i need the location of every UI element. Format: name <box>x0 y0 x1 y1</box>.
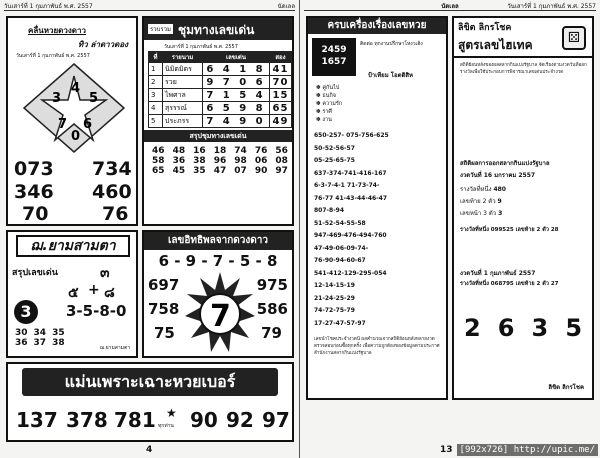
pair-cell: 35 <box>193 166 206 176</box>
yam-credit: ฌ.ยามสามตา <box>99 345 130 351</box>
pair-cell: 08 <box>275 156 288 166</box>
pair-cell: 34 <box>33 328 47 338</box>
tag-item: ✽ งาน <box>316 117 332 123</box>
star-num: 4 <box>71 81 81 96</box>
row-value: 9 <box>497 198 502 205</box>
cell: 65 <box>270 102 292 115</box>
phone-text: 74-72-75-79 <box>314 307 355 314</box>
pair-cell: 36 <box>172 156 186 166</box>
yam-combo: 3-5-8-0 <box>66 302 127 320</box>
kaidee-final <box>454 314 592 358</box>
col-name: รายนาม <box>163 52 203 63</box>
pair-cell: 38 <box>52 338 65 348</box>
phone-num-1: 378 <box>66 408 108 432</box>
kaidee-box <box>452 16 594 400</box>
cell: รวย <box>163 76 203 89</box>
phone-text: 650-257- <box>314 132 345 139</box>
star-icon: ★ <box>166 406 177 420</box>
pair-cell: 38 <box>193 156 206 166</box>
cell: 41 <box>270 63 292 76</box>
cell: 4 <box>149 102 163 115</box>
yam-c: ๘ <box>104 285 115 301</box>
result-row <box>460 208 590 220</box>
phone-text: 17-27-47-57-97 <box>314 319 366 327</box>
phone-text: 947-469-476-494-760 <box>314 232 387 239</box>
summary-date: วันเสาร์ที่ 1 กุมภาพันธ์ พ.ศ. 2557 <box>164 44 238 50</box>
table-row <box>149 102 292 115</box>
tag-label: ราศี <box>322 109 332 115</box>
set-title: ครบเครื่องเรื่องเลขหวย <box>308 18 446 34</box>
kaidee-result-2: รางวัลที่หนึ่ง 068795 เลขท้าย 2 ตัว 27 <box>460 281 559 287</box>
ancient-box <box>142 230 294 358</box>
star-right-0: 734 <box>92 158 132 180</box>
table-row <box>149 89 292 102</box>
star-right-2: 76 <box>102 203 129 225</box>
phone-num2-0: 90 <box>190 408 218 432</box>
pair-cell: 45 <box>172 166 186 176</box>
cell: นิมิตมิตร <box>163 63 203 76</box>
pair-cell: 90 <box>254 166 268 176</box>
cell: 15 <box>270 89 292 102</box>
phone-line <box>314 193 444 206</box>
phone-line <box>314 205 444 218</box>
star-num: 0 <box>71 129 81 144</box>
phone-text: 541-412-129-295-054 <box>314 269 387 277</box>
phone-text: 05-25-65-75 <box>314 157 355 164</box>
cell: 6 4 1 8 <box>203 63 270 76</box>
pair-cell: 30 <box>15 328 28 338</box>
set-body-text: เลขนำโชคประจำงวดนี้ ผลคำนวณจากสถิติย้อนหลังหลายงวด ตรวจสอบก่อนซื้อทุกครั้ง เพื่อความถูกต้องของข้อมูลตามประกาศสำนักงานสลากกินแบ่งรัฐบาล <box>314 337 440 357</box>
phone-line <box>314 268 444 281</box>
col-no: ที่ <box>149 52 163 63</box>
summary-title: ชุมทางเลขเด่น <box>178 23 255 37</box>
pair-cell: 76 <box>254 146 268 156</box>
result-row <box>460 184 590 196</box>
yam-box <box>6 230 138 358</box>
row-label: เลขหน้า 3 ตัว <box>460 210 497 217</box>
kaidee-line-2: งวดวันที่ 1 กุมภาพันธ์ 2557 <box>460 270 536 277</box>
right-page <box>300 0 600 458</box>
summary-brand: รวบรวม <box>150 26 171 33</box>
final-digit: 3 <box>531 314 549 342</box>
dice-icon: ⚄ <box>562 26 586 50</box>
phone-line <box>314 230 444 243</box>
pair-cell: 07 <box>234 166 247 176</box>
set-sub: ติดต่อ ทุกงานปรึกษาโหงวเฮ้ง <box>360 41 423 47</box>
header-paper: นัดเลล <box>277 3 295 10</box>
kaidee-author: ลิขิต ลิกรโชค <box>548 384 584 391</box>
phone-line <box>314 280 444 293</box>
ancient-ring <box>185 272 255 354</box>
row-value: 480 <box>493 186 506 193</box>
kaidee-line-1: งวดวันที่ 16 มกราคม 2557 <box>460 172 536 179</box>
phone-line <box>314 155 444 168</box>
ancient-right-0: 975 <box>256 276 288 294</box>
phone-line <box>314 243 444 256</box>
cell: 2 <box>149 76 163 89</box>
cell: 49 <box>270 115 292 128</box>
pair-cell: 74 <box>234 146 247 156</box>
pair-cell: 36 <box>15 338 28 348</box>
table-row <box>149 63 292 76</box>
kaidee-line-0: สถิติผลการออกสลากกินแบ่งรัฐบาล <box>460 160 550 167</box>
pair-cell: 65 <box>152 166 165 176</box>
pair-cell: 35 <box>52 328 65 338</box>
phone-text: 12-14-15-19 <box>314 282 355 289</box>
phone-text: 71-73-74- <box>346 182 380 189</box>
star-right-1: 460 <box>92 181 132 203</box>
phone-text: 637-374-741-416-167 <box>314 169 387 177</box>
cell: สุรรรณ์ <box>163 102 203 115</box>
row-value: 3 <box>498 210 503 217</box>
yam-a: ๓ <box>100 265 110 281</box>
phone-text: 47-49-06-09-74- <box>314 244 369 252</box>
table-row <box>149 115 292 128</box>
star-num: 3 <box>52 91 62 106</box>
phone-num2-2: 97 <box>262 408 290 432</box>
phone-text: 41-43-44-46-47 <box>335 194 388 202</box>
cell: ประภรร <box>163 115 203 128</box>
phone-num-0: 137 <box>16 408 58 432</box>
kaidee-title: ลิขิต ลิกรโชค <box>458 23 512 33</box>
set-badge: 2459 1657 <box>312 38 356 76</box>
tag-label: ธนกิจ <box>322 93 337 99</box>
pair-cell: 98 <box>234 156 247 166</box>
star-author: ทิว ล่าดาวดอง <box>78 40 129 49</box>
tag-label: ความรัก <box>322 101 343 107</box>
pair-cell: 58 <box>152 156 165 166</box>
phone-text: 6-3-7-4-1 <box>314 182 345 189</box>
tag-label: งาน <box>322 117 332 123</box>
set-phones <box>314 130 444 330</box>
kaidee-banner <box>454 18 592 58</box>
phone-line <box>314 180 444 193</box>
phone-line <box>314 168 444 181</box>
star-title: คลื่นหวยดวงดาว <box>28 26 86 35</box>
cell: 70 <box>270 76 292 89</box>
star-num: 6 <box>83 117 93 132</box>
phone-line <box>314 293 444 306</box>
phone-line <box>314 143 444 156</box>
cell: 7 4 9 0 <box>203 115 270 128</box>
star-left-1: 346 <box>14 181 54 203</box>
phone-line <box>314 305 444 318</box>
kaidee-result-1: รางวัลที่หนึ่ง 099525 เลขท้าย 2 ตัว 28 <box>460 227 559 233</box>
table-header <box>149 52 292 63</box>
left-page-header <box>4 2 295 11</box>
phone-text: 21-24-25-29 <box>314 294 355 302</box>
col-num: เลขเด่น <box>203 52 270 63</box>
phone-text: 807-8-94 <box>314 207 345 214</box>
star-num: 5 <box>89 91 99 106</box>
summary-banner <box>144 18 292 40</box>
star-left-0: 073 <box>14 158 54 180</box>
cell: 3 <box>149 89 163 102</box>
phone-text: 76-77 <box>314 194 334 202</box>
col-two: สอง <box>270 52 292 63</box>
yam-pairs <box>12 328 68 348</box>
phone-line <box>314 218 444 231</box>
tag-item: ✽ ราศี <box>316 109 332 115</box>
row-label: เลขท้าย 2 ตัว <box>460 198 496 205</box>
ancient-nums: 6 - 9 - 7 - 5 - 8 <box>158 252 278 270</box>
yam-label: สรุปเลขเด่น <box>12 268 58 278</box>
pair-cell: 06 <box>254 156 268 166</box>
final-digit: 2 <box>463 314 481 342</box>
phone-line <box>314 255 444 268</box>
tag-item: ✽ ธนกิจ <box>316 93 337 99</box>
tag-item: ✽ ความรัก <box>316 101 343 107</box>
cell: 6 5 9 8 <box>203 102 270 115</box>
star-date: วันเสาร์ที่ 1 กุมภาพันธ์ พ.ศ. 2557 <box>16 53 90 59</box>
phone-text: 51-52-54-55-58 <box>314 219 366 227</box>
phone-num2-1: 92 <box>226 408 254 432</box>
header-date: วันเสาร์ที่ 1 กุมภาพันธ์ พ.ศ. 2557 <box>507 3 596 10</box>
yam-title: ฌ.ยามสามตา <box>16 235 130 257</box>
ancient-left-2: 75 <box>154 324 175 342</box>
phone-line <box>314 318 444 331</box>
pair-cell: 96 <box>213 156 227 166</box>
phone-line <box>314 130 444 143</box>
ancient-right-1: 586 <box>256 300 288 318</box>
kaidee-body-text: สถิติย้อนหลังของผลสลากกินแบ่งรัฐบาล จัดเรียงตามงวดวันที่ออกรางวัลเพื่อใช้ประกอบการพิจารณาเลขเด่นประจำงวด <box>460 63 587 76</box>
cell: 1 <box>149 63 163 76</box>
phone-title: แม่นเพราะเฉาะหวยเบอร์ <box>22 368 278 396</box>
pair-cell: 18 <box>213 146 227 156</box>
pair-cell: 16 <box>193 146 206 156</box>
summary-subtitle: สรุปชุมทางเลขเด่น <box>144 130 292 142</box>
phone-box <box>6 362 294 442</box>
watermark: [992x726] http://upic.me/ <box>457 444 598 456</box>
tag-item: ✽ คู่กันไป <box>316 85 340 91</box>
final-digit: 5 <box>565 314 583 342</box>
ancient-right-2: 79 <box>261 324 282 342</box>
cell: ไพศาล <box>163 89 203 102</box>
phone-text: 075-756-625 <box>346 132 389 139</box>
phone-text: 76-90-94-60-67 <box>314 257 366 264</box>
pair-cell: 97 <box>275 166 288 176</box>
page-number-right: 13 <box>440 445 453 455</box>
ancient-left-0: 697 <box>148 276 180 294</box>
final-digit: 6 <box>497 314 515 342</box>
set-tags <box>316 84 342 124</box>
tag-label: คู่กันไป <box>322 85 340 91</box>
summary-box <box>142 16 294 226</box>
star-num: 7 <box>58 117 68 132</box>
kaidee-sub: สูตรเลขไฮเทค <box>458 38 533 52</box>
pair-cell: 48 <box>172 146 186 156</box>
phone-num-2: 781 <box>114 408 156 432</box>
right-page-header <box>304 2 596 11</box>
header-paper: นัดเลล <box>441 3 459 10</box>
star-left-2: 70 <box>22 203 49 225</box>
table-row <box>149 76 292 89</box>
row-label: รางวัลที่หนึ่ง <box>460 186 492 193</box>
phone-text: 50-52-56-57 <box>314 144 355 152</box>
result-row <box>460 196 590 208</box>
set-box <box>306 16 448 400</box>
pair-cell: 37 <box>33 338 47 348</box>
ancient-center: 7 <box>210 299 231 334</box>
cell: 5 <box>149 115 163 128</box>
yam-b: ๕ <box>68 285 79 301</box>
yam-circle: 3 <box>14 300 38 324</box>
ancient-title: เลขอิทธิพลจากดวงดาว <box>144 232 292 250</box>
pair-cell: 56 <box>275 146 288 156</box>
pair-cell: 47 <box>213 166 227 176</box>
star-diagram <box>22 62 126 154</box>
cell: 7 1 5 4 <box>203 89 270 102</box>
yam-plus: + <box>88 282 100 298</box>
pairs-grid <box>148 146 292 176</box>
pair-cell: 46 <box>152 146 165 156</box>
ancient-left-1: 758 <box>148 300 180 318</box>
summary-table <box>148 51 292 128</box>
phone-note: ทุกท่าน <box>158 423 174 429</box>
star-box <box>6 16 138 226</box>
header-date: วันเสาร์ที่ 1 กุมภาพันธ์ พ.ศ. 2557 <box>4 3 93 10</box>
kaidee-rows <box>460 184 590 220</box>
cell: 9 7 0 6 <box>203 76 270 89</box>
page-number-left: 4 <box>146 445 153 455</box>
set-author: ป้าเทียม โอตติสิห <box>368 72 413 79</box>
